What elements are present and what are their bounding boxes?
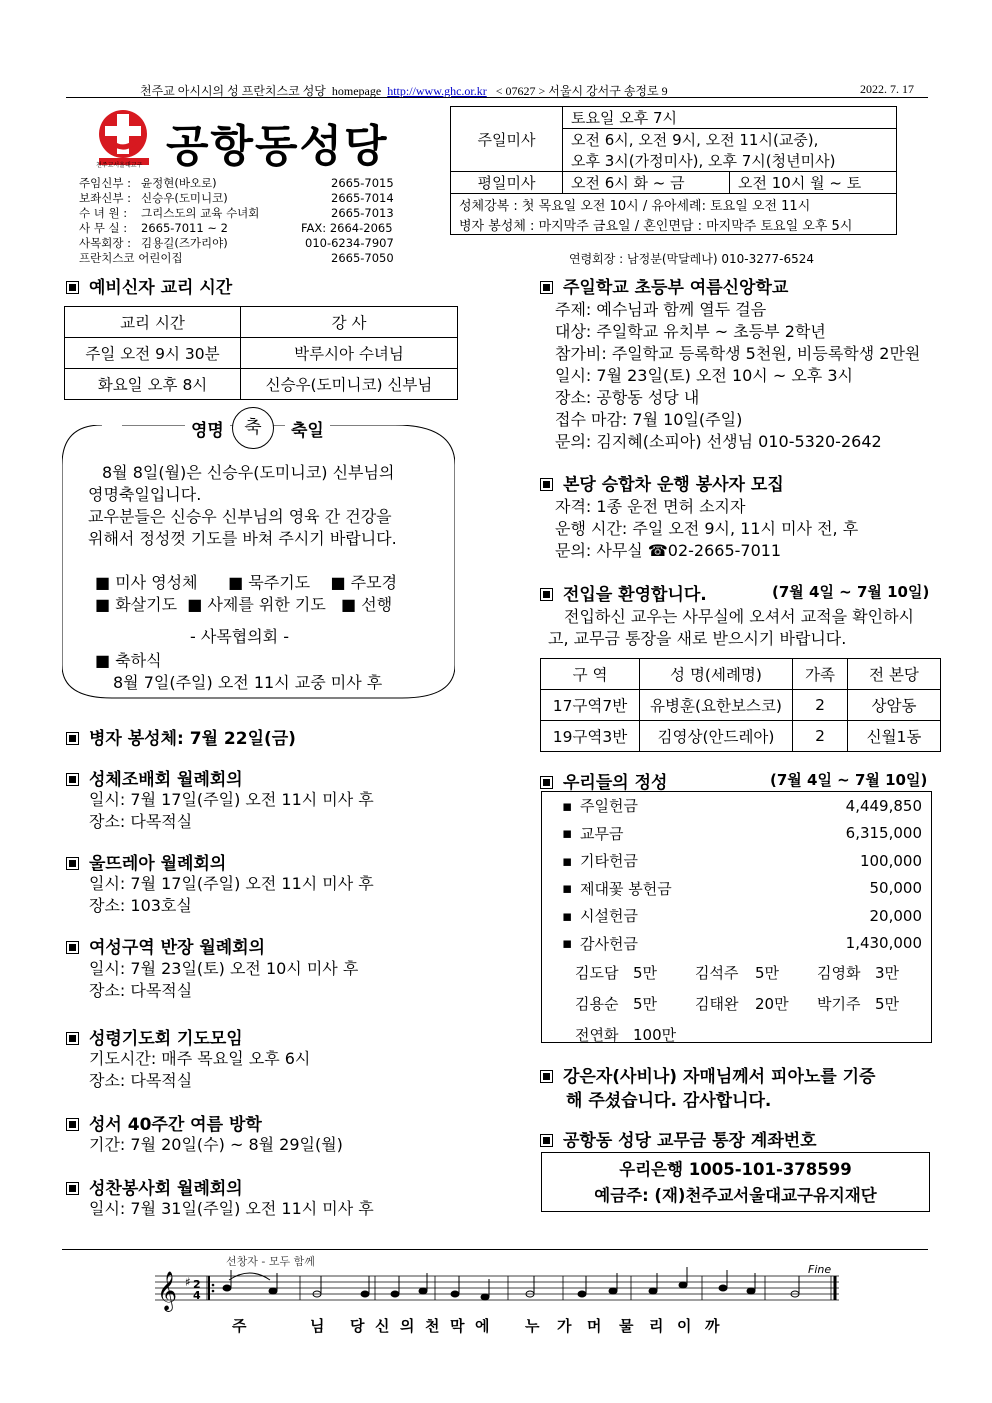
- table-header: 전 본당: [848, 659, 941, 690]
- women-district-body: 일시: 7월 23일(토) 오전 10시 미사 후 장소: 다목적실: [89, 959, 359, 1000]
- prayer-group-body: 기도시간: 매주 목요일 오후 6시 장소: 다목적실: [89, 1049, 311, 1090]
- svg-text:2: 2: [193, 1278, 201, 1291]
- catechism-heading: 예비신자 교리 시간: [66, 273, 232, 298]
- feast-title-center: 축: [244, 417, 262, 438]
- table-cell: 화요일 오후 8시: [65, 369, 241, 400]
- table-row: 17구역7반 유병훈(요한보스코) 2 상암동: [541, 690, 941, 721]
- staff-row: 프란치스코 어린이집 2665-7050: [79, 251, 394, 265]
- weekday-mass-label: 평일미사: [451, 172, 563, 194]
- church-logo-icon: [97, 108, 151, 166]
- weekday-time: 오전 6시 화 ~ 금: [563, 172, 730, 194]
- table-header: 가족: [793, 659, 848, 690]
- catechism-table: [64, 306, 458, 400]
- feast-council: - 사목협의회 -: [190, 627, 289, 646]
- ultreya-body: 일시: 7월 17일(주일) 오전 11시 미사 후 장소: 103호실: [89, 874, 374, 915]
- welcome-table: [540, 658, 941, 752]
- church-title: 공항동성당: [166, 121, 389, 172]
- account-heading: 공항동 성당 교무금 통장 계좌번호: [540, 1126, 817, 1151]
- schedule-note: 병자 봉성체 : 마지막주 금요일 / 혼인면담 : 마지막주 토요일 오후 5시: [451, 214, 897, 235]
- music-divider: [62, 1249, 928, 1250]
- ultreya-heading: 울뜨레아 월례회의: [66, 849, 226, 874]
- offering-period: (7월 4일 ~ 7월 10일): [770, 771, 928, 789]
- music-caption: 선창자 - 모두 함께: [226, 1255, 315, 1268]
- adoration-body: 일시: 7월 17일(주일) 오전 11시 미사 후 장소: 다목적실: [89, 790, 374, 831]
- issue-date: 2022. 7. 17: [860, 82, 914, 96]
- welcome-period: (7월 4일 ~ 7월 10일): [772, 583, 930, 601]
- table-cell: 주일 오전 9시 30분: [65, 338, 241, 369]
- sunday-time: 토요일 오후 7시: [563, 107, 897, 129]
- mass-schedule: [450, 106, 897, 235]
- donor-list: 김도담 5만 김석주 5만 김영화 3만 김용순 5만 김태완 20만 박기주 5만 전연화 100만: [575, 964, 900, 1044]
- feast-items: ■ 미사 영성체 ■ 묵주기도 ■ 주모경 ■ 화살기도 ■ 사제를 위한 기도 ■ 선행: [95, 573, 398, 614]
- eucharist-service-body: 일시: 7월 31일(주일) 오전 11시 미사 후: [89, 1199, 374, 1218]
- staff-row: 수 녀 원 : 그리스도의 교육 수녀회 2665-7013: [79, 206, 394, 220]
- homepage-label: homepage: [331, 84, 382, 98]
- list-item: ▪ 기타헌금 100,000: [562, 851, 922, 871]
- piano-notice-line2: 해 주셨습니다. 감사합니다.: [566, 1091, 772, 1111]
- feast-celebration-label: ■ 축하식: [95, 651, 162, 670]
- account-holder: 예금주: (재)천주교서울대교구유지재단: [594, 1186, 877, 1205]
- header-divider: [66, 97, 928, 98]
- logo-caption: 천주교서울대교구: [96, 162, 143, 169]
- summer-school-body: 주제: 예수님과 함께 열두 걸음 대상: 주일학교 유치부 ~ 초등부 2학년 참가비: 주일학교 등록학생 5천원, 비등록학생 2만원 일시: 7월 23일(토) 오전 10시 ~ 오후 3시 장소: 공항동 성당 내 접수 마감: 7월 10일(주일) 문의: 김지혜(소피아) 선생님 010-5320-2642: [555, 300, 921, 451]
- table-cell: 박루시아 수녀님: [241, 338, 458, 369]
- sunday-mass-label: 주일미사: [451, 107, 563, 172]
- sunday-time: 오전 6시, 오전 9시, 오전 11시(교중),: [563, 129, 897, 151]
- table-header: 구 역: [541, 659, 640, 690]
- table-header: 성 명(세례명): [640, 659, 793, 690]
- table-cell: 신승우(도미니코) 신부님: [241, 369, 458, 400]
- feast-text: 8월 8일(월)은 신승우(도미니코) 신부님의 영명축일입니다. 교우분들은 신승우 신부님의 영육 간 건강을 위해서 정성껏 기도를 바쳐 주시기 바랍니다.: [88, 463, 397, 548]
- music-fine: Fine: [808, 1263, 832, 1276]
- weekday-time: 오전 10시 월 ~ 토: [730, 172, 897, 194]
- parish-line: 천주교 아시시의 성 프란치스코 성당: [140, 84, 326, 98]
- svg-text:4: 4: [193, 1289, 201, 1302]
- staff-row: 사 무 실 : 2665-7011 ~ 2 FAX: 2664-2065: [79, 221, 393, 235]
- women-district-heading: 여성구역 반장 월례회의: [66, 933, 265, 958]
- feast-celebration-time: 8월 7일(주일) 오전 11시 교중 미사 후: [113, 673, 383, 692]
- offering-box: [541, 791, 932, 1043]
- staff-row: 사목회장 : 김용길(즈가리야) 010-6234-7907: [79, 236, 394, 250]
- feast-title-right: 축일: [285, 416, 330, 441]
- svg-text:♯: ♯: [185, 1275, 191, 1289]
- summer-school-heading: 주일학교 초등부 여름신앙학교: [540, 273, 788, 298]
- bible-study-body: 기간: 7월 20일(수) ~ 8월 29일(월): [89, 1135, 343, 1154]
- offering-heading: 우리들의 정성: [540, 768, 667, 793]
- account-number: 우리은행 1005-101-378599: [619, 1160, 852, 1179]
- music-lyrics: 주 님 당 신 의 천 막 에 누 가 머 물 리 이 까: [232, 1317, 720, 1335]
- account-box: [541, 1152, 930, 1212]
- svg-text:𝄞: 𝄞: [157, 1271, 178, 1311]
- staff-row: 보좌신부 : 신승우(도미니코) 2665-7014: [79, 191, 394, 205]
- table-header: 강 사: [241, 307, 458, 338]
- staff-list: [79, 176, 409, 266]
- table-row: 19구역3반 김영상(안드레아) 2 신월1동: [541, 721, 941, 752]
- list-item: ▪ 제대꽃 봉헌금 50,000: [562, 879, 922, 898]
- table-header: 교리 시간: [65, 307, 241, 338]
- adoration-heading: 성체조배회 월례회의: [66, 765, 243, 790]
- list-item: ▪ 주일헌금 4,449,850: [562, 796, 922, 816]
- welcome-heading: 전입을 환영합니다.: [540, 580, 707, 605]
- bible-study-heading: 성서 40주간 여름 방학: [66, 1110, 262, 1135]
- welcome-text: 전입하신 교우는 사무실에 오셔서 교적을 확인하시 고, 교무금 통장을 새로 받으시기 바랍니다.: [548, 607, 915, 648]
- federation-head: 연령회장 : 남정분(막달레나) 010-3277-6524: [569, 252, 815, 266]
- schedule-note: 성체강복 : 첫 목요일 오전 10시 / 유아세례: 토요일 오전 11시: [451, 194, 897, 215]
- piano-notice: 강은자(사비나) 자매님께서 피아노를 기증: [540, 1062, 875, 1087]
- music-staff: [155, 1258, 855, 1318]
- list-item: ▪ 시설헌금 20,000: [562, 906, 922, 926]
- sick-communion-heading: 병자 봉성체: 7월 22일(금): [66, 724, 296, 749]
- homepage-url[interactable]: http://www.ghc.or.kr: [387, 84, 487, 98]
- list-item: ▪ 교무금 6,315,000: [562, 824, 922, 843]
- sunday-time: 오후 3시(가정미사), 오후 7시(청년미사): [563, 150, 897, 172]
- list-item: ▪ 감사헌금 1,430,000: [562, 934, 922, 953]
- staff-row: 주임신부 : 윤정현(바오로) 2665-7015: [79, 176, 394, 190]
- prayer-group-heading: 성령기도회 기도모임: [66, 1024, 243, 1049]
- laurel-icon: [232, 407, 274, 449]
- address: < 07627 > 서울시 강서구 송정로 9: [495, 84, 668, 98]
- bus-volunteer-heading: 본당 승합차 운행 봉사자 모집: [540, 470, 784, 495]
- feast-title-left: 영명: [185, 416, 230, 441]
- eucharist-service-heading: 성찬봉사회 월례회의: [66, 1174, 243, 1199]
- bus-volunteer-body: 자격: 1종 운전 면허 소지자 운행 시간: 주일 오전 9시, 11시 미사 전, 후 문의: 사무실 ☎02-2665-7011: [555, 497, 859, 560]
